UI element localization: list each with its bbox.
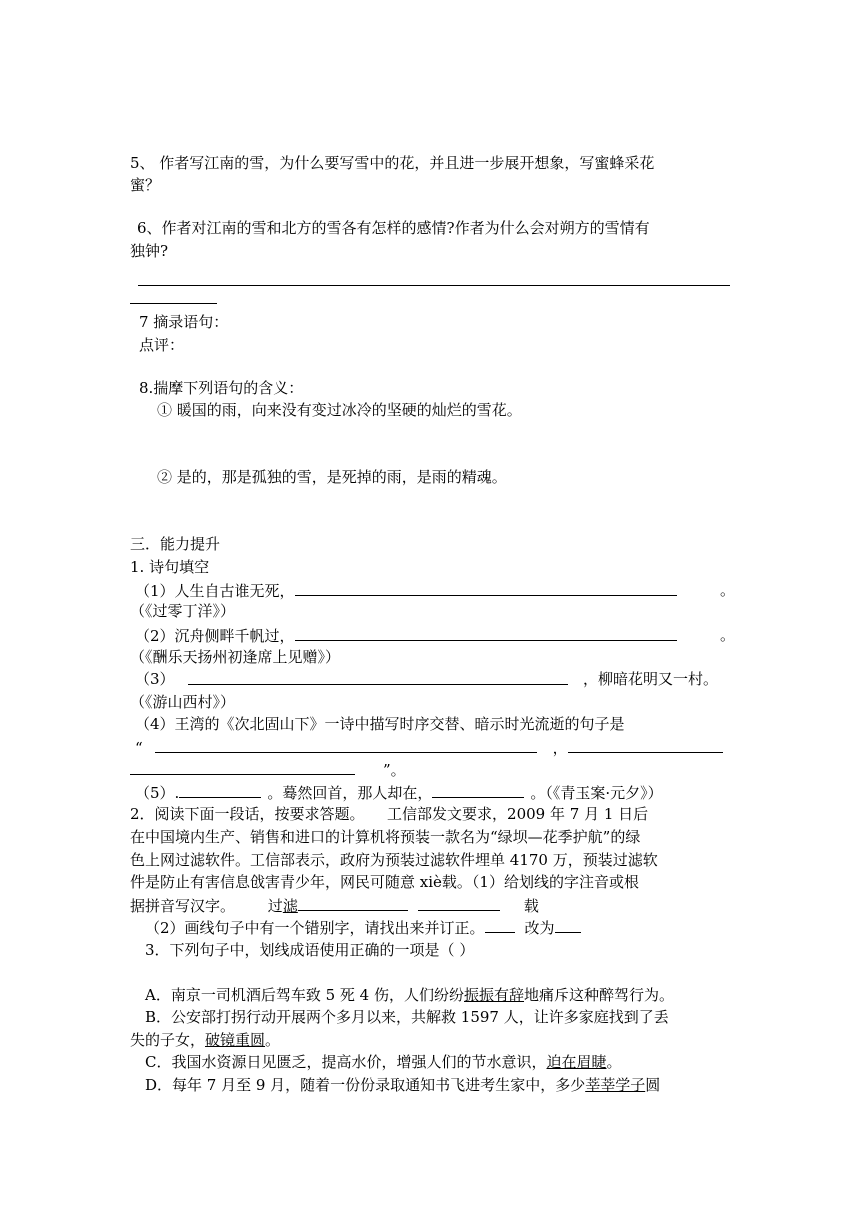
poem-4-open-quote: “: [135, 739, 143, 757]
q3-a-text: A．南京一司机酒后驾车致 5 死 4 伤，人们纷纷: [145, 986, 464, 1004]
q8-title: 8.揣摩下列语句的含义：: [139, 379, 304, 397]
poem-4-blank-3[interactable]: [130, 759, 355, 775]
q3-b-text-end: 。: [265, 1031, 281, 1049]
poem-2: [135, 625, 677, 646]
poem-2-end: 。: [720, 626, 736, 644]
q3-d-idiom: 莘莘学子: [585, 1076, 646, 1094]
poem-3-suffix: ，柳暗花明又一村。: [583, 670, 719, 688]
q3-option-b[interactable]: B．公安部打拐行动开展两个多月以来，共解救 1597 人，让许多家庭找到了丢: [145, 1008, 669, 1026]
q5-line1: 5、 作者写江南的雪，为什么要写雪中的花，并且进一步展开想象，写蜜蜂采花: [130, 154, 655, 172]
q2-word-zai: 载: [523, 897, 539, 915]
q3-a-idiom: 振振有辞: [464, 986, 525, 1004]
q2-blank-lv[interactable]: [298, 895, 408, 911]
q2-line5: [130, 895, 539, 916]
poem-1-prefix: （1）人生自古谁无死，: [135, 582, 295, 600]
poem-4-line3: [130, 759, 406, 780]
poem-1: [135, 580, 677, 601]
poem-5-blank-2[interactable]: [432, 782, 524, 798]
q2-line6: [145, 917, 581, 938]
answer-rule-2: [130, 303, 217, 304]
poem-1-end: 。: [720, 581, 736, 599]
q7-label: 7 摘录语句：: [139, 313, 229, 331]
poem-2-source: （《酬乐天扬州初逢席上见赠》）: [130, 648, 341, 666]
poem-1-blank[interactable]: [295, 580, 677, 596]
poem-5-blank-1[interactable]: [179, 782, 261, 798]
q2-line6-lead: （2）画线句子中有一个错别字，请找出来并订正。: [145, 919, 485, 937]
q2-blank-xie[interactable]: [418, 895, 500, 911]
q3-option-b-cont: [130, 1030, 280, 1050]
poem-4-blank-2[interactable]: [568, 737, 723, 753]
poem-3: [188, 669, 568, 690]
q2-correct-to: 改为: [524, 919, 555, 937]
q3-option-d[interactable]: [145, 1075, 660, 1095]
q3-b-text: 失的子女，: [130, 1031, 206, 1049]
q2-line4: 件是防止有害信息戗害青少年，网民可随意 xiè载。（1）给划线的字注音或根: [130, 873, 639, 891]
poem-4-blank-1[interactable]: [155, 737, 537, 753]
q8-item1: ① 暖国的雨，向来没有变过冰冷的坚硬的灿烂的雪花。: [157, 401, 522, 419]
q2-blank-right[interactable]: [555, 917, 581, 933]
poem-3-prefix: （3）: [135, 670, 175, 688]
poem-5-prefix: （5）.: [135, 784, 180, 802]
poem-5-mid: 。蓦然回首，那人却在，: [267, 784, 433, 802]
poem-1-source: （《过零丁洋》）: [130, 602, 236, 620]
q3-option-c[interactable]: [145, 1052, 622, 1072]
q8-item2: ② 是的，那是孤独的雪，是死掉的雨，是雨的精魂。: [157, 468, 507, 486]
q2-blank-wrong[interactable]: [485, 917, 515, 933]
poem-fill-title: 1. 诗句填空: [130, 558, 210, 576]
poem-4-line1: （4）王湾的《次北固山下》一诗中描写时序交替、暗示时光流逝的句子是: [135, 715, 625, 733]
q2-line1: 2．阅读下面一段话，按要求答题。 工信部发文要求，2009 年 7 月 1 日后: [130, 805, 649, 823]
q2-word-guo: 过: [267, 897, 283, 915]
q7-comment: 点评：: [139, 336, 185, 354]
q6-line2: 独钟?: [130, 242, 169, 260]
q2-line5-lead: 据拼音写汉字。: [130, 897, 236, 915]
answer-rule-1: [138, 285, 730, 286]
poem-3-blank[interactable]: [188, 669, 568, 685]
poem-5: [135, 782, 663, 803]
q5-line2: 蜜？: [130, 176, 161, 194]
q3-title: 3．下列句子中，划线成语使用正确的一项是（ ）: [145, 941, 475, 959]
poem-3-source: （《游山西村》）: [130, 693, 236, 711]
q3-a-text-end: 地痛斥这种醉驾行为。: [524, 986, 675, 1004]
poem-2-prefix: （2）沉舟侧畔千帆过，: [135, 627, 295, 645]
q6-line1: 6、作者对江南的雪和北方的雪各有怎样的感情?作者为什么会对朔方的雪情有: [137, 219, 650, 237]
q2-line3: 色上网过滤软件。工信部表示，政府为预装过滤软件埋单 4170 万，预装过滤软: [130, 851, 658, 869]
q3-d-text-end: 圆: [645, 1076, 661, 1094]
q3-c-idiom: 迫在眉睫: [546, 1053, 607, 1071]
poem-4-close-quote: ”。: [383, 761, 406, 779]
q2-line2: 在中国境内生产、销售和进口的计算机将预装一款名为“绿坝—花季护航”的绿: [130, 828, 641, 846]
poem-4-comma: ，: [552, 739, 568, 757]
q3-option-a[interactable]: [145, 985, 674, 1005]
section-title: 三．能力提升: [130, 535, 221, 553]
q3-d-text: D．每年 7 月至 9 月，随着一份份录取通知书飞进考生家中，多少: [145, 1076, 586, 1094]
q3-c-text-end: 。: [606, 1053, 622, 1071]
poem-4-line2: [135, 737, 723, 758]
q3-c-text: C．我国水资源日见匮乏，提高水价，增强人们的节水意识，: [145, 1053, 547, 1071]
q2-word-lv: 滤: [282, 897, 298, 915]
poem-2-blank[interactable]: [295, 625, 677, 641]
poem-5-suffix: 。（《青玉案·元夕》）: [530, 784, 663, 802]
q3-b-idiom: 破镜重圆: [205, 1031, 266, 1049]
